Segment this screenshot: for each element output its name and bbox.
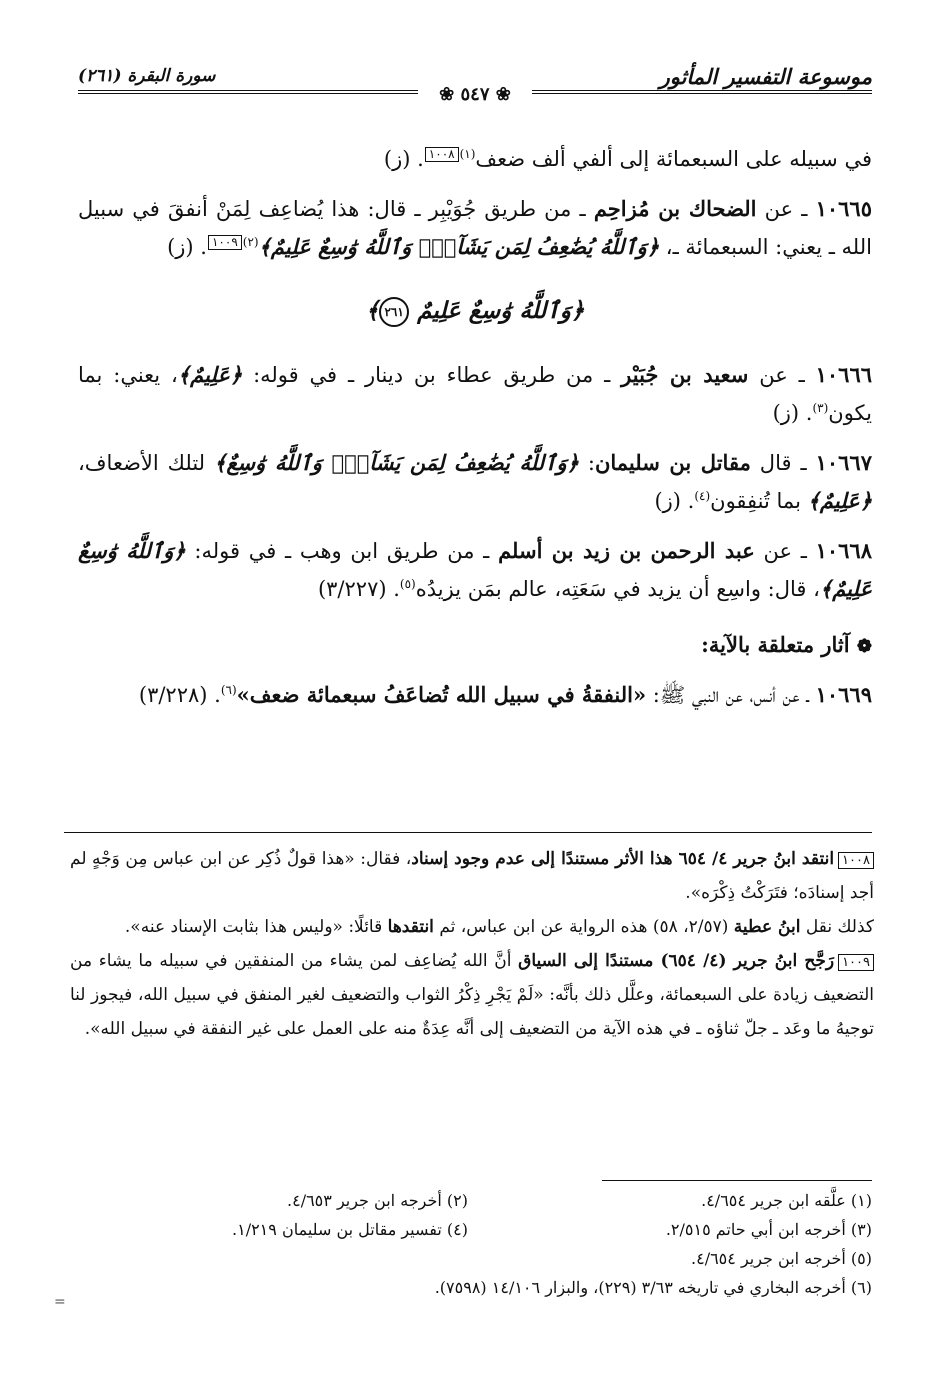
quran-quote: ﴿وَٱللَّهُ يُضَٰعِفُ لِمَن يَشَآءُۗ وَٱللَّهُ وَٰسِعٌ عَلِيمٌ﴾ xyxy=(258,234,660,259)
text: في سبيله على السبعمائة إلى ألفي ألف ضعف xyxy=(475,147,872,171)
commentary-ref-box[interactable]: ١٠٠٨ xyxy=(425,147,459,162)
text: ـ عن أنس، عن النبي ﷺ: xyxy=(646,683,816,707)
header-rule-left xyxy=(78,90,418,94)
text: . (ز) xyxy=(383,147,424,171)
commentary-1008 xyxy=(70,842,874,910)
text: ، يعني: بما يكون xyxy=(78,363,872,425)
footnote-2: (٢) أخرجه ابن جرير ٤/٦٥٣. xyxy=(287,1191,468,1210)
main-text xyxy=(78,140,872,726)
narrator-name: الضحاك بن مُزاحِم xyxy=(593,196,757,221)
commentary-bold: انتقدها xyxy=(387,917,434,937)
athar-10667 xyxy=(78,444,872,520)
text: بما تُنفِقون xyxy=(710,489,808,513)
surah-label: سورة البقرة (٢٦١) xyxy=(78,66,216,86)
page-number xyxy=(418,84,532,105)
book-title: موسوعة التفسير المأثور xyxy=(659,64,872,89)
text: ـ قال xyxy=(750,451,816,475)
footnote-6: (٦) أخرجه البخاري في تاريخه ٣/٦٣ (٢٢٩)، والبزار ١٤/١٠٦ (٧٥٩٨). xyxy=(434,1278,872,1297)
text: ـ عن xyxy=(754,539,816,563)
footnote-row xyxy=(64,1186,872,1215)
text: . (٣/٢٢٧) xyxy=(317,577,400,601)
footnote-row xyxy=(64,1244,872,1273)
text: . (ز) xyxy=(654,489,695,513)
text: ـ من طريق جُوَيْبِر ـ قال: هذا يُضاعِف لِمَنْ أنفقَ في سبيل الله ـ يعني: السبعمائة ـ، xyxy=(78,197,872,259)
narrator-name: مقاتل بن سليمان xyxy=(594,450,751,475)
athar-number: ١٠٦٦٨ xyxy=(815,538,872,563)
footnotes xyxy=(64,1186,872,1302)
commentary-text: (٢/٥٧، ٥٨) هذه الرواية عن ابن عباس، ثم xyxy=(433,917,734,937)
footnote-3: (٣) أخرجه ابن أبي حاتم ٢/٥١٥. xyxy=(665,1220,872,1239)
narrator-name: عبد الرحمن بن زيد بن أسلم xyxy=(498,538,755,563)
footnote-ref[interactable]: (٥) xyxy=(399,577,416,591)
page-ornament-left: ❀ xyxy=(489,84,511,105)
text: ـ عن xyxy=(748,363,816,387)
commentary-divider xyxy=(64,832,872,833)
footnote-ref[interactable]: (٤) xyxy=(694,489,711,503)
athar-10665 xyxy=(78,190,872,266)
page-ornament-right: ❀ xyxy=(439,84,461,105)
footnote-4: (٤) تفسير مقاتل بن سليمان ١/٢١٩. xyxy=(232,1220,468,1239)
footnote-ref[interactable]: (١) xyxy=(459,147,476,161)
hadith-text: «النفقةُ في سبيل الله تُضاعَفُ سبعمائة ضعف» xyxy=(236,682,647,707)
footnote-ref[interactable]: (٦) xyxy=(220,683,237,697)
footnote-5: (٥) أخرجه ابن جرير ٤/٦٥٤. xyxy=(691,1249,872,1268)
commentary-text: كذلك نقل xyxy=(800,917,874,937)
commentary-text: قائلًا: «وليس هذا بثابت الإسناد عنه». xyxy=(124,917,388,937)
commentary-number-box: ١٠٠٨ xyxy=(838,852,874,869)
narrator-name: سعيد بن جُبَيْر xyxy=(621,362,749,387)
commentary-bold: ابنُ عطية xyxy=(733,917,801,937)
footnote-1: (١) علَّقه ابن جرير ٤/٦٥٤. xyxy=(701,1191,872,1210)
commentary-text: ، فقال: «هذا قولٌ ذُكِر عن ابن عباس مِن وَجْهٍ لم أجد إسنادَه؛ فتَرَكْتُ ذِكْرَه». xyxy=(70,849,874,903)
footnote-row xyxy=(64,1273,872,1302)
section-title: آثار متعلقة بالآية: xyxy=(701,632,850,657)
quran-quote: ﴿وَٱللَّهُ يُضَٰعِفُ لِمَن يَشَآءُۗ وَٱللَّهُ وَٰسِعٌ﴾ xyxy=(214,450,579,475)
commentary-text: أنَّ الله يُضاعِف لمن يشاء من المنفقين في سبيله ما يشاء من التضعيف زيادة على السبعمائة، وعلَّل ذلك بأنَّه: «لَمْ يَجْرِ ذِكْرُ الثواب والتضعيف لغير المنفق في سبيل الله، فيجوز لنا توجيهُ ما وعَد ـ جلّ ثناؤه ـ في هذه الآية من التضعيف إلى أنَّه عِدَةٌ منه على العمل على غير النفقة في سبيل الله». xyxy=(70,951,874,1039)
commentary-number-box: ١٠٠٩ xyxy=(838,954,874,971)
quran-quote: ﴿عَلِيمٌ﴾ xyxy=(177,362,243,387)
athar-10666 xyxy=(78,356,872,432)
commentary-ref-box[interactable]: ١٠٠٩ xyxy=(208,235,242,250)
page-number-text: ٥٤٧ xyxy=(460,84,490,105)
commentary-bold: انتقد ابنُ جرير ٤/ ٦٥٤ هذا الأثر مستندًا إلى عدم وجود إسناد xyxy=(411,849,835,869)
quran-quote: ﴿وَٱللَّهُ وَٰسِعٌ عَلِيمٌ﴾ xyxy=(78,538,872,601)
text: . (ز) xyxy=(167,235,207,259)
quran-quote: ﴿عَلِيمٌ﴾ xyxy=(807,488,872,513)
text: : xyxy=(578,451,595,475)
ayah-text: ﴿وَٱللَّهُ وَٰسِعٌ عَلِيمٌ xyxy=(417,297,585,324)
text: ـ من طريق عطاء بن دينار ـ في قوله: xyxy=(242,363,622,387)
athar-10668 xyxy=(78,532,872,608)
text: ـ عن xyxy=(756,197,816,221)
athar-10669 xyxy=(78,676,872,714)
header-rule-right xyxy=(532,90,872,94)
running-header xyxy=(78,62,872,105)
text: لتلك الأضعاف، xyxy=(78,451,215,475)
text: . (٣/٢٢٨) xyxy=(138,683,221,707)
paragraph-continuation xyxy=(78,140,872,178)
section-heading xyxy=(78,626,872,666)
athar-number: ١٠٦٦٥ xyxy=(815,196,872,221)
text: . (ز) xyxy=(772,401,813,425)
footnote-ref[interactable]: (٢) xyxy=(242,235,259,249)
text: ـ من طريق ابن وهب ـ في قوله: xyxy=(185,539,499,563)
text: ، قال: واسِع أن يزيد في سَعَتِه، عالم بمَن يزيدُه xyxy=(415,577,820,601)
footnote-ref[interactable]: (٣) xyxy=(812,401,829,415)
athar-number: ١٠٦٦٧ xyxy=(815,450,872,475)
margin-mark: = xyxy=(54,1294,66,1310)
commentary-notes xyxy=(70,842,874,1046)
athar-number: ١٠٦٦٦ xyxy=(815,362,873,387)
commentary-1008-cont xyxy=(70,910,874,944)
athar-number: ١٠٦٦٩ xyxy=(815,682,872,707)
footnote-row xyxy=(64,1215,872,1244)
ayah-number-icon: ٢٦١ xyxy=(379,297,409,327)
commentary-bold: رَجَّح ابنُ جرير (٤/ ٦٥٤) مستندًا إلى السياق xyxy=(518,951,835,971)
footnote-divider xyxy=(602,1180,872,1181)
ayah-close: ﴾ xyxy=(365,297,380,324)
ayah-heading xyxy=(78,292,872,330)
commentary-1009 xyxy=(70,944,874,1046)
flower-icon: ❁ xyxy=(856,636,872,657)
